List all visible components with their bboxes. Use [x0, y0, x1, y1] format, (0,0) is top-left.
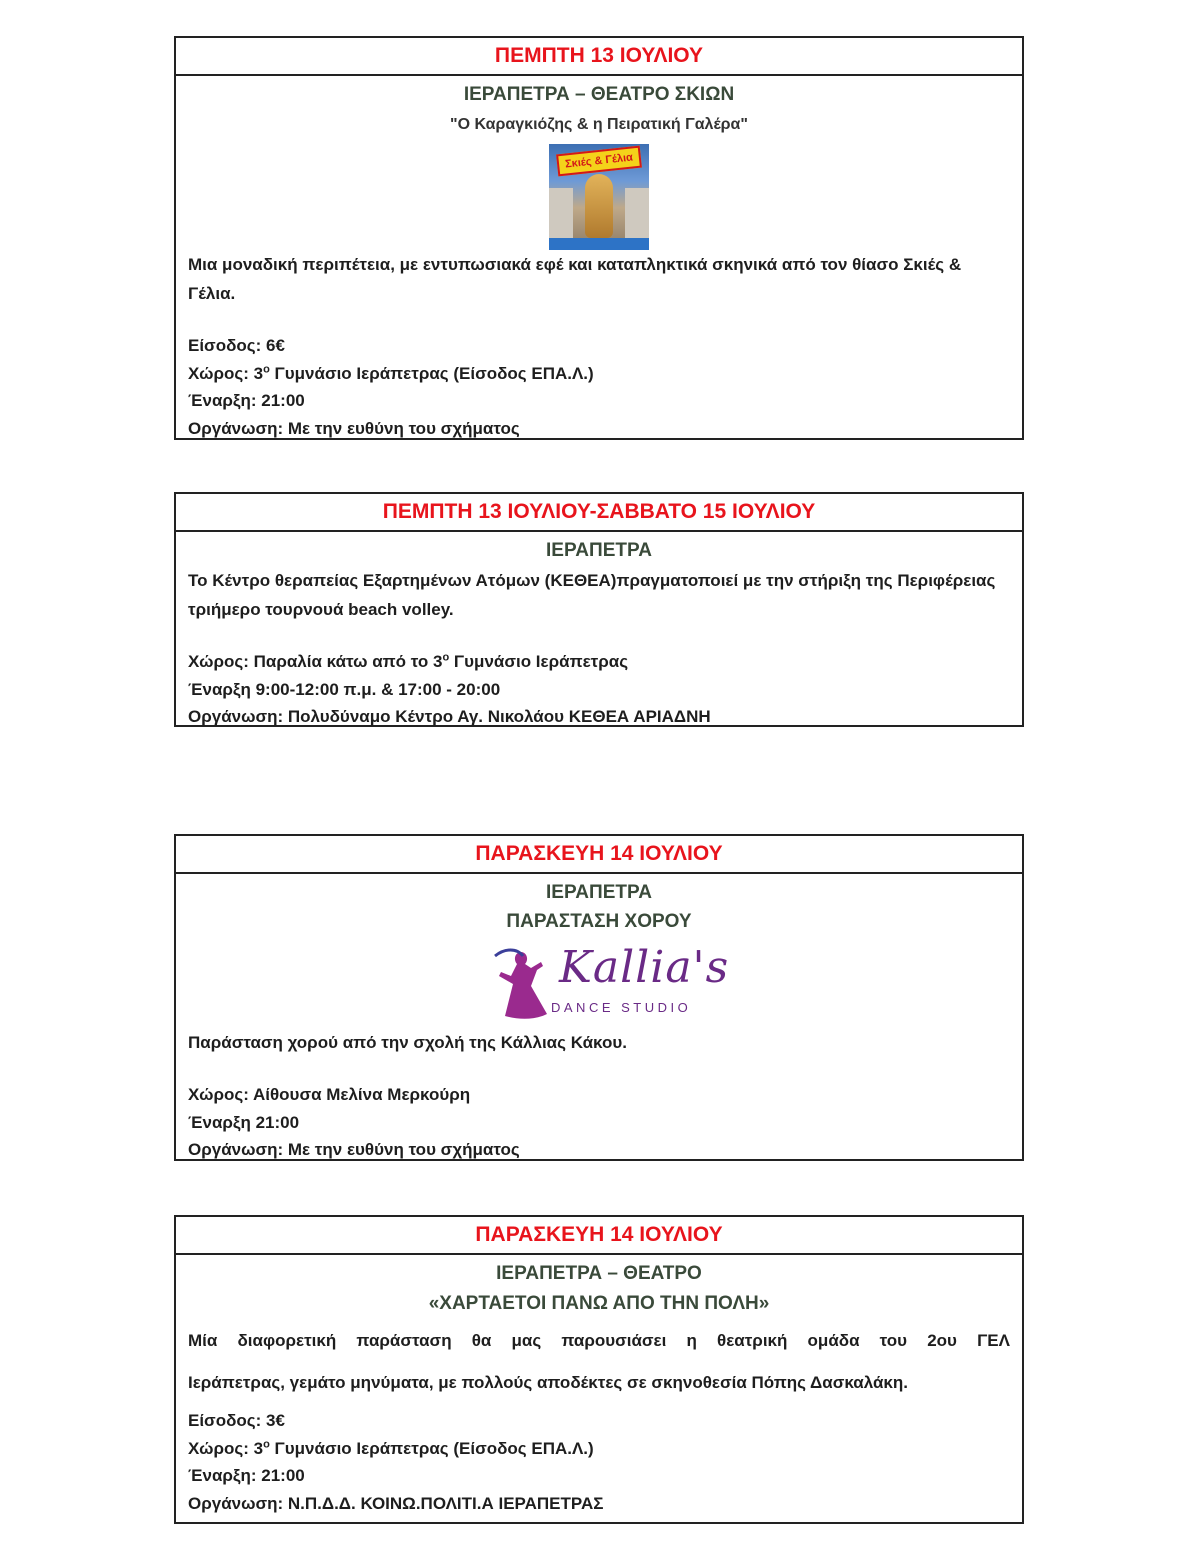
event-start: Έναρξη 21:00	[188, 1112, 300, 1132]
event-description-line-2: Ιεράπετρας, γεμάτο μηνύματα, με πολλούς αποδέκτες σε σκηνοθεσία Πόπης Δασκαλάκη.	[188, 1373, 909, 1392]
event-description: Μια μοναδική περιπέτεια, με εντυπωσιακά εφέ και καταπληκτικά σκηνικά από τον θίασο Σκιές & Γέλια.	[188, 255, 962, 303]
kallias-dance-studio-logo	[481, 942, 730, 1028]
event-subtitle: ΠΑΡΑΣΤΑΣΗ ΧΟΡΟΥ	[506, 911, 692, 932]
event-card-3	[174, 834, 1024, 1161]
event-date: ΠΕΜΠΤΗ 13 ΙΟΥΛΙΟΥ-ΣΑΒΒΑΤΟ 15 ΙΟΥΛΙΟΥ	[176, 494, 1022, 532]
event-organizer: Οργάνωση: Με την ευθύνη του σχήματος	[188, 1140, 520, 1159]
logo-studio-text: DANCE STUDIO	[551, 1000, 692, 1015]
event-organizer: Οργάνωση: Με την ευθύνη του σχήματος	[188, 418, 520, 438]
event-place: ΙΕΡΑΠΕΤΡΑ	[546, 882, 652, 903]
event-venue: Χώρος: Παραλία κάτω από το $3^o$ Γυμνάσιο Ιεράπετρας	[188, 651, 629, 671]
event-place: ΙΕΡΑΠΕΤΡΑ – ΘΕΑΤΡΟ ΣΚΙΩΝ	[463, 84, 735, 105]
event-venue: Χώρος: $3^o$ Γυμνάσιο Ιεράπετρας (Είσοδος ΕΠΑ.Λ.)	[188, 1437, 594, 1458]
event-start: Έναρξη: 21:00	[188, 1466, 305, 1485]
event-subtitle: "Ο Καραγκιόζης & η Πειρατική Γαλέρα"	[450, 116, 748, 133]
event-date: ΠΑΡΑΣΚΕΥΗ 14 ΙΟΥΛΙΟΥ	[176, 836, 1022, 874]
event-organizer: Οργάνωση: Ν.Π.Δ.Δ. ΚΟΙΝΩ.ΠΟΛΙΤΙ.Α ΙΕΡΑΠΕΤΡΑΣ	[188, 1493, 604, 1513]
event-place: ΙΕΡΑΠΕΤΡΑ	[546, 540, 652, 561]
dancer-silhouette-icon	[491, 946, 551, 1024]
event-entry: Είσοδος: 3€	[188, 1411, 285, 1430]
event-description: Το Κέντρο θεραπείας Εξαρτημένων Ατόμων (ΚΕΘΕΑ)πραγματοποιεί με την στήριξη της Περιφέρειας τριήμερο τουρνουά beach volley.	[188, 571, 996, 619]
event-entry: Είσοδος: 6€	[188, 336, 285, 355]
logo-script-text: Kallia's	[559, 942, 730, 993]
poster-water	[549, 238, 649, 250]
event-subtitle: «ΧΑΡΤΑΕΤΟΙ ΠΑΝΩ ΑΠΟ ΤΗΝ ΠΟΛΗ»	[428, 1293, 770, 1314]
poster-sign-text: Σκιές & Γέλια	[556, 146, 642, 177]
poster-figure	[585, 174, 613, 238]
event-venue: Χώρος: Αίθουσα Μελίνα Μερκούρη	[188, 1085, 471, 1104]
event-card-4	[174, 1215, 1024, 1524]
event-organizer: Οργάνωση: Πολυδύναμο Κέντρο Αγ. Νικολάου ΚΕΘΕΑ ΑΡΙΑΔΝΗ	[188, 707, 711, 726]
karagiozis-poster-image	[549, 144, 649, 250]
event-description-line-1: Μία διαφορετική παράσταση θα μας παρουσιάσει η θεατρική ομάδα του 2ου ΓΕΛ	[188, 1331, 1010, 1350]
event-date: ΠΑΡΑΣΚΕΥΗ 14 ΙΟΥΛΙΟΥ	[176, 1217, 1022, 1255]
event-card-1	[174, 36, 1024, 440]
event-venue: Χώρος: $3^o$ Γυμνάσιο Ιεράπετρας (Είσοδος ΕΠΑ.Λ.)	[188, 362, 594, 383]
event-place: ΙΕΡΑΠΕΤΡΑ – ΘΕΑΤΡΟ	[496, 1263, 702, 1284]
event-start: Έναρξη 9:00-12:00 π.μ. & 17:00 - 20:00	[188, 679, 501, 699]
event-date: ΠΕΜΠΤΗ 13 ΙΟΥΛΙΟΥ	[176, 38, 1022, 76]
event-description: Παράσταση χορού από την σχολή της Κάλλιας Κάκου.	[188, 1033, 627, 1052]
event-start: Έναρξη: 21:00	[188, 391, 305, 410]
event-card-2	[174, 492, 1024, 727]
